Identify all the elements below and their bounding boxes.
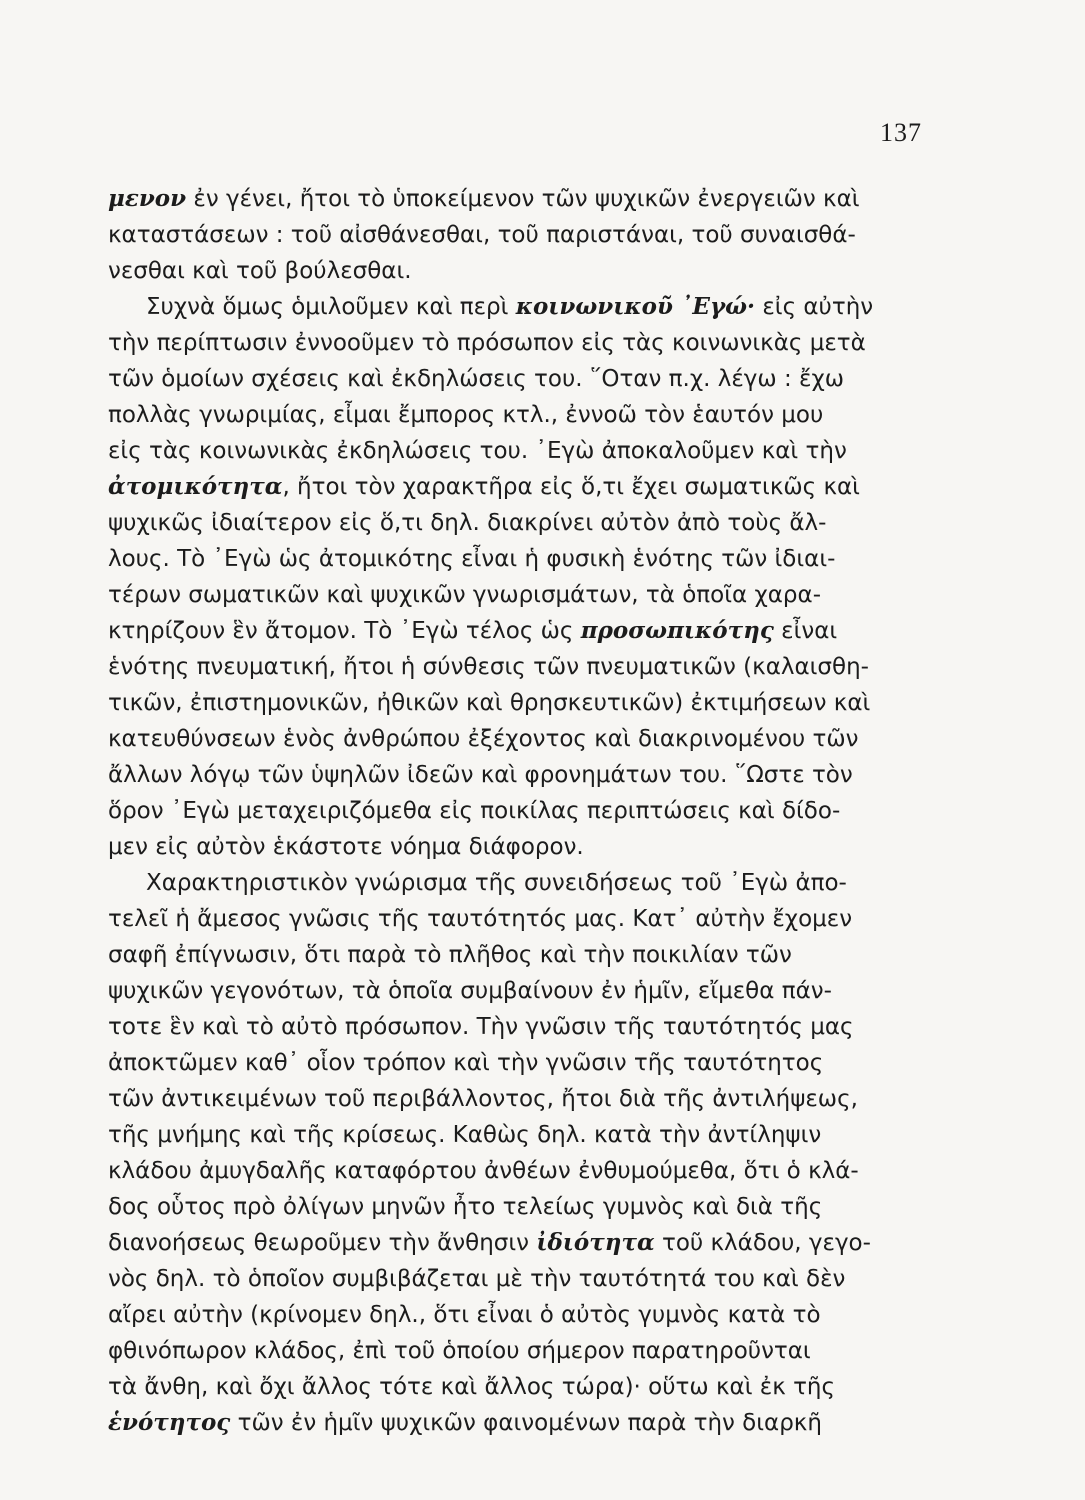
page-number: 137 [880,118,922,147]
text-line: τέρων σωματικῶν καὶ ψυχικῶν γνωρισμάτων, τὰ ὁποῖα χαρα- [108,582,821,608]
text-line: τοτε ἓν καὶ τὸ αὐτὸ πρόσωπον. Τὴν γνῶσιν τῆς ταυτότητός μας [108,1014,854,1040]
text-line: τὴν περίπτωσιν ἐννοοῦμεν τὸ πρόσωπον εἰς τὰς κοινωνικὰς μετὰ [108,330,866,356]
text-line: εἰς τὰς κοινωνικὰς ἐκδηλώσεις του. ᾿Εγὼ ἀποκαλοῦμεν καὶ τὴν [108,438,847,464]
text-line: νεσθαι καὶ τοῦ βούλεσθαι. [108,258,412,284]
text-line: λους. Τὸ ᾿Εγὼ ὡς ἀτομικότης εἶναι ἡ φυσικὴ ἑνότης τῶν ἰδιαι- [108,546,836,572]
emphasis: ἑνότητος [108,1409,231,1436]
text-line: τῆς μνήμης καὶ τῆς κρίσεως. Καθὼς δηλ. κατὰ τὴν ἀντίληψιν [108,1122,822,1148]
emphasis: ἰδιότητα [536,1229,655,1256]
text-line: ὅρον ᾿Εγὼ μεταχειριζόμεθα εἰς ποικίλας περιπτώσεις καὶ δίδο- [108,798,841,824]
text-line: σαφῆ ἐπίγνωσιν, ὅτι παρὰ τὸ πλῆθος καὶ τὴν ποικιλίαν τῶν [108,942,792,968]
body-text [108,181,958,1441]
emphasis: ἀτομικότητα [108,473,283,500]
emphasis: προσωπικότης [580,617,774,644]
text-line: αἴρει αὐτὴν (κρίνομεν δηλ., ὅτι εἶναι ὁ αὐτὸς γυμνὸς κατὰ τὸ [108,1302,821,1328]
text-line: τελεῖ ἡ ἄμεσος γνῶσις τῆς ταυτότητός μας. Κατ᾿ αὐτὴν ἔχομεν [108,906,853,932]
text-line: δος οὗτος πρὸ ὀλίγων μηνῶν ἦτο τελείως γυμνὸς καὶ διὰ τῆς [108,1194,823,1220]
paragraph-start-line: Χαρακτηριστικὸν γνώρισμα τῆς συνειδήσεως τοῦ ᾿Εγὼ ἀπο- [146,870,847,896]
text-line: καταστάσεων : τοῦ αἰσθάνεσθαι, τοῦ παριστάναι, τοῦ συναισθά- [108,222,856,248]
text-line: ἀτομικότητα, ἤτοι τὸν χαρακτῆρα εἰς ὅ,τι ἔχει σωματικῶς καὶ [108,473,860,500]
text-line: ἄλλων λόγῳ τῶν ὑψηλῶν ἰδεῶν καὶ φρονημάτων του. ῞Ωστε τὸν [108,762,853,788]
text-line: ἑνότητος τῶν ἐν ἡμῖν ψυχικῶν φαινομένων παρὰ τὴν διαρκῆ [108,1409,822,1436]
text-line: διανοήσεως θεωροῦμεν τὴν ἄνθησιν ἰδιότητα τοῦ κλάδου, γεγο- [108,1229,871,1256]
text-line: πολλὰς γνωριμίας, εἶμαι ἔμπορος κτλ., ἐννοῶ τὸν ἑαυτόν μου [108,402,824,428]
text-line: μενον ἐν γένει, ἤτοι τὸ ὑποκείμενον τῶν ψυχικῶν ἐνεργειῶν καὶ [108,185,860,212]
text-line: τῶν ὁμοίων σχέσεις καὶ ἐκδηλώσεις του. ῞Οταν π.χ. λέγω : ἔχω [108,366,845,392]
text-line: τικῶν, ἐπιστημονικῶν, ἠθικῶν καὶ θρησκευτικῶν) ἐκτιμήσεων καὶ [108,690,871,716]
text-line: κλάδου ἀμυγδαλῆς καταφόρτου ἀνθέων ἐνθυμούμεθα, ὅτι ὁ κλά- [108,1158,859,1184]
text-line: κατευθύνσεων ἑνὸς ἀνθρώπου ἐξέχοντος καὶ διακρινομένου τῶν [108,726,859,752]
emphasis: κοινωνικοῦ ᾿Εγώ· [515,293,756,320]
text-line: τῶν ἀντικειμένων τοῦ περιβάλλοντος, ἤτοι διὰ τῆς ἀντιλήψεως, [108,1086,858,1112]
text-line: τὰ ἄνθη, καὶ ὄχι ἄλλος τότε καὶ ἄλλος τώρα)· οὕτω καὶ ἐκ τῆς [108,1374,836,1400]
text-line: φθινόπωρον κλάδος, ἐπὶ τοῦ ὁποίου σήμερον παρατηροῦνται [108,1338,811,1364]
paragraph-start-line: Συχνὰ ὅμως ὁμιλοῦμεν καὶ περὶ κοινωνικοῦ ᾿Εγώ· εἰς αὐτὴν [146,293,874,320]
text-line: νὸς δηλ. τὸ ὁποῖον συμβιβάζεται μὲ τὴν ταυτότητά του καὶ δὲν [108,1266,846,1292]
text-line: ἑνότης πνευματική, ἤτοι ἡ σύνθεσις τῶν πνευματικῶν (καλαισθη- [108,654,869,680]
emphasis: μενον [108,185,187,212]
text-line: ἀποκτῶμεν καθ᾿ οἷον τρόπον καὶ τὴν γνῶσιν τῆς ταυτότητος [108,1050,824,1076]
text-line: ψυχικῶν γεγονότων, τὰ ὁποῖα συμβαίνουν ἐν ἡμῖν, εἴμεθα πάν- [108,978,832,1004]
text-line: ψυχικῶς ἰδιαίτερον εἰς ὅ,τι δηλ. διακρίνει αὐτὸν ἀπὸ τοὺς ἄλ- [108,510,827,536]
text-line: κτηρίζουν ἓν ἄτομον. Τὸ ᾿Εγὼ τέλος ὡς προσωπικότης εἶναι [108,617,838,644]
text-line: μεν εἰς αὐτὸν ἑκάστοτε νόημα διάφορον. [108,834,584,860]
